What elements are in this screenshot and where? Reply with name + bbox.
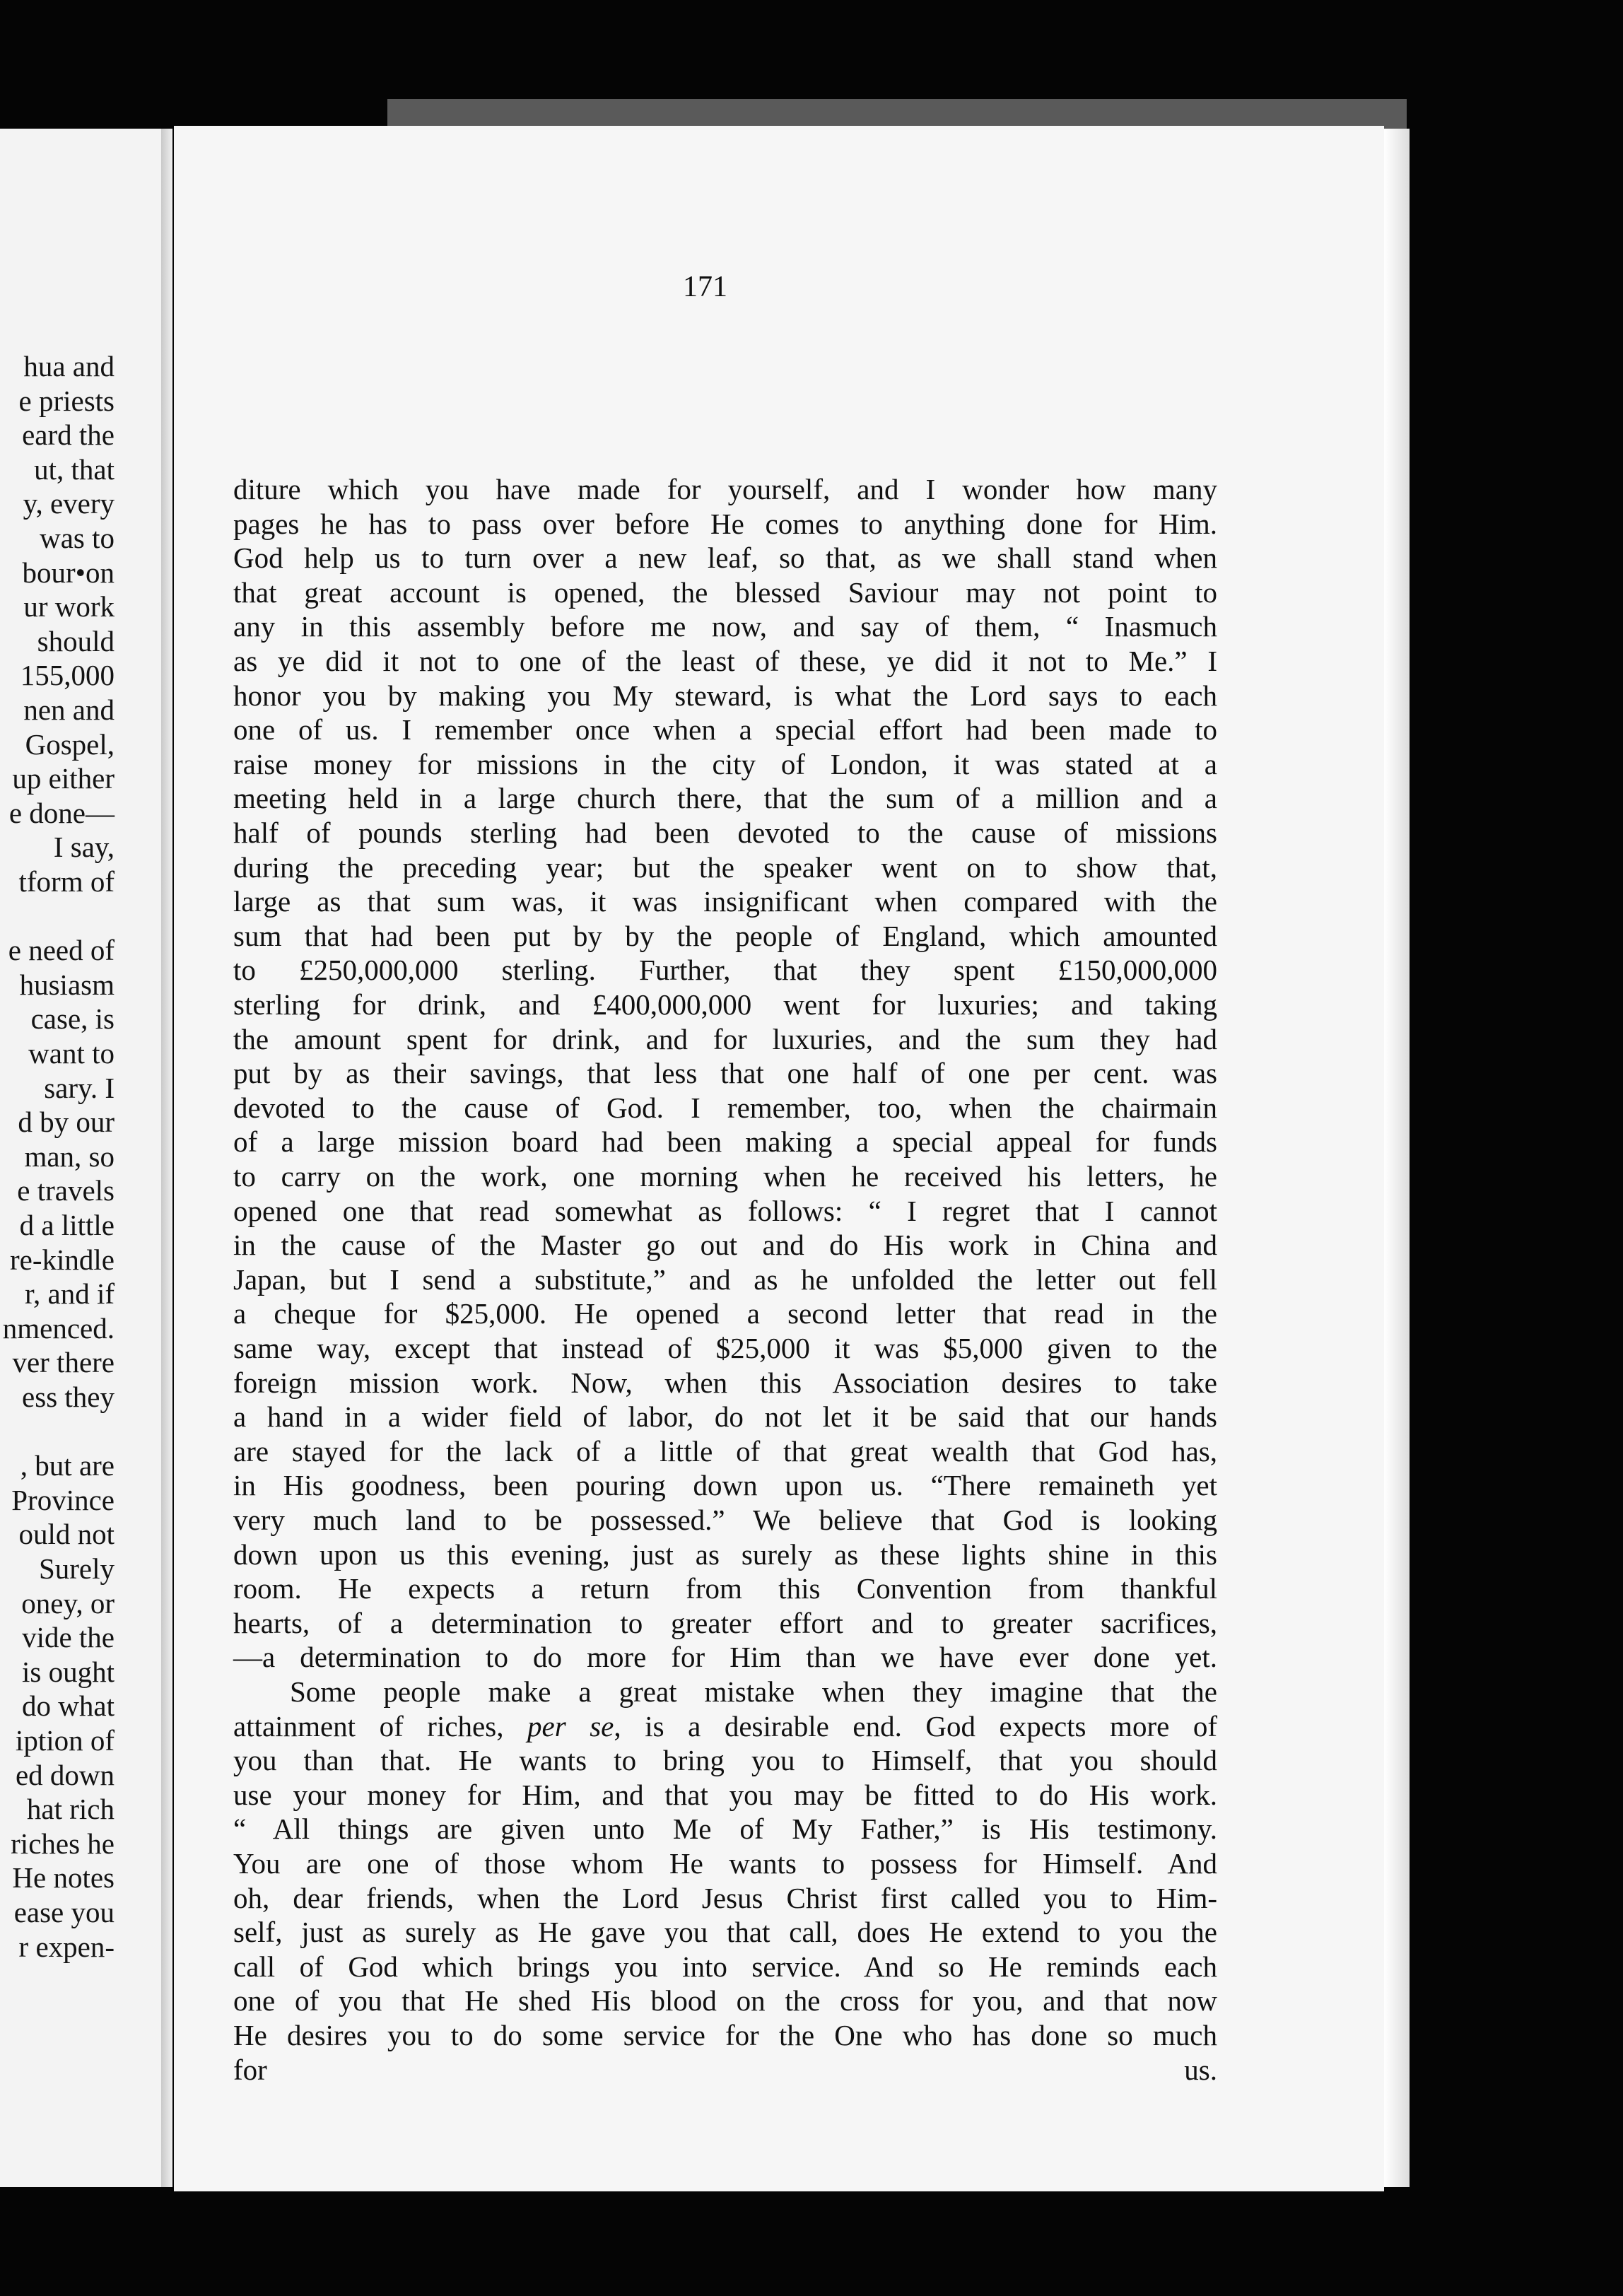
text-line: one of you that He shed His blood on the cross for you, and that now [233, 1984, 1217, 2017]
left-text-line: ut, that [34, 452, 115, 486]
left-text-line: husiasm [19, 968, 115, 1001]
text-line: a cheque for $25,000. He opened a second letter that read in the [233, 1297, 1217, 1330]
left-text-line: ould not [18, 1518, 115, 1551]
text-line: God help us to turn over a new leaf, so that, as we shall stand when [233, 541, 1217, 575]
left-text-line: was to [40, 522, 115, 554]
left-text-line: tform of [18, 865, 115, 898]
text-line: of a large mission board had been making a special appeal for funds [233, 1125, 1217, 1159]
left-text-line: e travels [17, 1174, 115, 1207]
page-edge [1384, 129, 1410, 2187]
left-text-line: is ought [22, 1655, 115, 1688]
left-text-line: re-kindle [10, 1243, 115, 1276]
left-text-line: ease you [13, 1896, 115, 1928]
left-text-line: r expen- [18, 1930, 115, 1963]
left-text-line: y, every [23, 487, 115, 520]
text-line: the amount spent for drink, and for luxuries, and the sum they had [233, 1022, 1217, 1055]
left-text-line: I say, [53, 831, 115, 864]
text-line: diture which you have made for yourself, and I wonder how many [233, 473, 1217, 505]
text-segment: , is a desirable end. God expects more of [614, 1709, 1217, 1742]
text-line: devoted to the cause of God. I remember, too, when the chairmain [233, 1091, 1217, 1124]
text-line: honor you by making you My steward, is what the Lord says to each [233, 679, 1217, 712]
text-line-italic [233, 1709, 1217, 1743]
text-line: “ All things are given unto Me of My Father,” is His testimony. [233, 1812, 1217, 1846]
text-line: call of God which brings you into service. And so He reminds each [233, 1950, 1217, 1983]
text-line: foreign mission work. Now, when this Association desires to take [233, 1366, 1217, 1399]
left-text-line: Surely [38, 1552, 115, 1585]
left-text-line: bour•on [22, 556, 115, 589]
left-text-line: r, and if [24, 1277, 115, 1311]
text-line: that great account is opened, the blessed Saviour may not point to [233, 575, 1217, 609]
left-text-line: case, is [30, 1002, 115, 1036]
left-text-line: hua and [23, 350, 115, 382]
text-line: very much land to be possessed.” We believe that God is looking [233, 1504, 1217, 1536]
text-line: sum that had been put by by the people of England, which amounted [233, 919, 1217, 952]
text-line: room. He expects a return from this Convention from thankful [233, 1572, 1217, 1605]
left-text-line: sary. I [44, 1071, 115, 1104]
left-text-line: Province [11, 1483, 115, 1516]
left-text-line: ur work [23, 590, 115, 623]
text-line: opened one that read somewhat as follows: “ I regret that I cannot [233, 1194, 1217, 1227]
text-line: raise money for missions in the city of London, it was stated at a [233, 747, 1217, 780]
left-text-line: oney, or [21, 1586, 115, 1620]
text-line: Japan, but I send a substitute,” and as he unfolded the letter out fell [233, 1263, 1217, 1296]
left-text-line: e priests [18, 384, 115, 417]
left-page [0, 129, 161, 2187]
left-text-line: riches he [11, 1827, 115, 1860]
left-text-line: d by our [18, 1106, 115, 1139]
text-line: during the preceding year; but the speaker went on to show that, [233, 850, 1217, 884]
left-text-line: nmenced. [2, 1311, 115, 1345]
left-text-line: Gospel, [25, 727, 115, 761]
text-line: He desires you to do some service for the One who has done so much [233, 2019, 1217, 2051]
text-line: oh, dear friends, when the Lord Jesus Christ first called you to Him- [233, 1881, 1217, 1914]
left-text-line: d a little [19, 1209, 115, 1241]
text-line: use your money for Him, and that you may be fitted to do His work. [233, 1778, 1217, 1811]
page-number: 171 [683, 271, 727, 303]
left-text-line: iption of [15, 1724, 115, 1757]
left-text-line: ed down [15, 1758, 115, 1791]
text-line: a hand in a wider field of labor, do not let it be said that our hands [233, 1400, 1217, 1434]
left-text-line: eard the [22, 418, 115, 452]
text-line: any in this assembly before me now, and say of them, “ Inasmuch [233, 610, 1217, 643]
left-text-line: vide the [22, 1621, 115, 1654]
text-line: down upon us this evening, just as surely as these lights shine in this [233, 1538, 1217, 1571]
text-line: are stayed for the lack of a little of that great wealth that God has, [233, 1434, 1217, 1468]
left-text-line: He notes [12, 1861, 115, 1894]
left-text-line: do what [22, 1689, 115, 1723]
text-line: to £250,000,000 sterling. Further, that they spent £150,000,000 [233, 954, 1217, 987]
text-line: half of pounds sterling had been devoted to the cause of missions [233, 816, 1217, 849]
text-line: you than that. He wants to bring you to Himself, that you should [233, 1744, 1217, 1777]
left-text-line: ver there [12, 1346, 115, 1379]
text-line: meeting held in a large church there, that the sum of a million and a [233, 782, 1217, 815]
text-line: one of us. I remember once when a special effort had been made to [233, 713, 1217, 746]
italic-phrase: per se [527, 1709, 614, 1742]
text-line: sterling for drink, and £400,000,000 went for luxuries; and taking [233, 988, 1217, 1021]
text-line: in His goodness, been pouring down upon us. “There remaineth yet [233, 1469, 1217, 1502]
left-text-line: hat rich [26, 1793, 115, 1826]
left-text-line: should [37, 624, 115, 657]
text-line: in the cause of the Master go out and do His work in China and [233, 1229, 1217, 1262]
left-text-line: e need of [8, 934, 115, 967]
text-line: as ye did it not to one of the least of these, ye did it not to Me.” I [233, 645, 1217, 677]
text-line: pages he has to pass over before He comes to anything done for Him. [233, 507, 1217, 540]
text-line: self, just as surely as He gave you that call, does He extend to you the [233, 1916, 1217, 1949]
text-line: You are one of those whom He wants to possess for Himself. And [233, 1847, 1217, 1880]
left-text-line: up either [12, 762, 115, 795]
book-gutter [161, 129, 172, 2187]
text-line: to carry on the work, one morning when he received his letters, he [233, 1160, 1217, 1193]
text-line: put by as their savings, that less that one half of one per cent. was [233, 1057, 1217, 1090]
left-text-line: nen and [23, 693, 115, 726]
text-line: same way, except that instead of $25,000 it was $5,000 given to the [233, 1332, 1217, 1364]
left-text-line: 155,000 [20, 659, 115, 692]
text-line: large as that sum was, it was insignificant when compared with the [233, 885, 1217, 918]
paragraph-first-line: Some people make a great mistake when they imagine that the [290, 1675, 1217, 1708]
text-line: for us. [233, 2053, 1217, 2086]
left-text-line: e done— [8, 796, 115, 829]
right-page [174, 126, 1384, 2191]
left-text-line: , but are [20, 1449, 115, 1482]
text-segment: attainment of riches, [233, 1709, 528, 1742]
left-text-line: ess they [22, 1381, 115, 1413]
text-line: hearts, of a determination to greater effort and to greater sacrifices, [233, 1606, 1217, 1639]
left-text-line: man, so [24, 1140, 115, 1173]
text-line: —a determination to do more for Him than we have ever done yet. [233, 1641, 1217, 1674]
left-text-line: want to [28, 1037, 115, 1070]
